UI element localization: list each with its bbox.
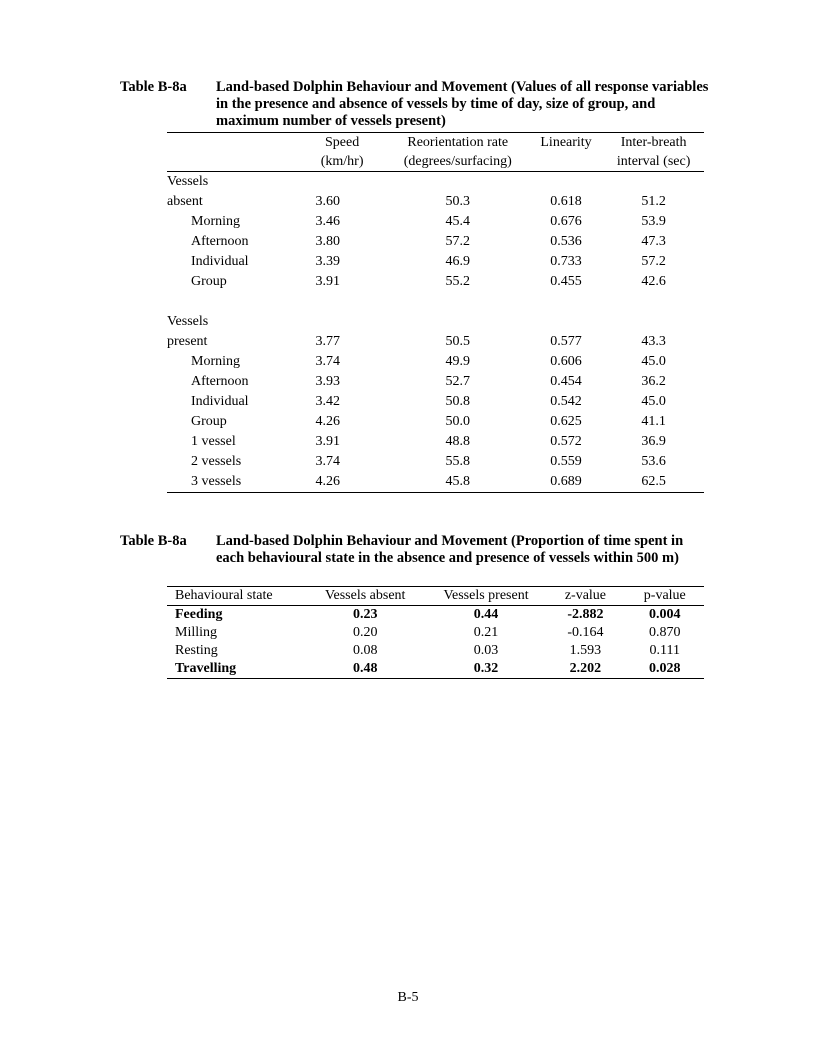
- table-row: [167, 272, 704, 292]
- table1-header-ibi-unit: interval (sec): [616, 154, 691, 169]
- row-label: 2 vessels: [191, 454, 242, 469]
- table-row: [167, 642, 704, 660]
- reorientation-value: 52.7: [445, 374, 470, 389]
- speed-value: 3.77: [315, 334, 341, 349]
- ibi-value: 45.0: [641, 394, 666, 409]
- speed-value: 3.39: [315, 254, 341, 269]
- table1-header-reorientation: Reorientation rate: [407, 135, 509, 150]
- table2-header-p: p-value: [643, 588, 686, 603]
- behavioural-state: Travelling: [175, 661, 237, 676]
- row-label: Group: [191, 414, 227, 429]
- ibi-value: 42.6: [641, 274, 666, 289]
- linearity-value: 0.625: [550, 414, 582, 429]
- table1-header-ibi: Inter-breath: [620, 135, 687, 150]
- speed-value: 3.91: [315, 274, 341, 289]
- linearity-value: 0.536: [550, 234, 582, 249]
- reorientation-value: 50.5: [445, 334, 470, 349]
- table1-header-linearity: Linearity: [540, 135, 592, 150]
- linearity-value: 0.454: [550, 374, 582, 389]
- table-row: [167, 192, 704, 212]
- behavioural-state: Feeding: [175, 607, 223, 622]
- table-row: [167, 412, 704, 432]
- table1-body: [167, 172, 704, 493]
- vessels-absent-value: 0.23: [352, 607, 378, 622]
- table-row: [167, 232, 704, 252]
- table-row: [167, 606, 704, 625]
- reorientation-value: 55.2: [445, 274, 470, 289]
- row-label: Afternoon: [191, 234, 249, 249]
- table1-header-linearity-unit: [529, 152, 604, 172]
- table1-title: Land-based Dolphin Behaviour and Movement (Values of all response variables in the presence and absence of vessels by time of day, size of group, and maximum number of vessels present): [216, 79, 709, 129]
- ibi-value: 45.0: [641, 354, 666, 369]
- ibi-value: 53.6: [641, 454, 666, 469]
- table2-header-z: z-value: [564, 588, 607, 603]
- table-row: [167, 432, 704, 452]
- row-label: Morning: [191, 354, 240, 369]
- table-row: [167, 624, 704, 642]
- table-row: [167, 472, 704, 493]
- p-value: 0.870: [649, 625, 681, 640]
- table1-header-blank: [167, 133, 298, 153]
- table-row: [167, 660, 704, 679]
- table2-label: Table B-8a: [120, 533, 187, 549]
- row-label: 3 vessels: [191, 474, 242, 489]
- table1-spacer-cell: [167, 292, 704, 312]
- row-label: 1 vessel: [191, 434, 236, 449]
- table1-response-variables: [167, 132, 704, 493]
- table1-header-reorientation-unit: (degrees/surfacing): [403, 154, 512, 169]
- reorientation-value: 48.8: [445, 434, 470, 449]
- reorientation-value: 50.0: [445, 414, 470, 429]
- table1-label: Table B-8a: [120, 79, 187, 95]
- z-value: 1.593: [569, 643, 602, 658]
- reorientation-value: 50.3: [445, 194, 470, 209]
- ibi-value: 51.2: [641, 194, 666, 209]
- speed-value: 4.26: [315, 414, 341, 429]
- linearity-value: 0.689: [550, 474, 582, 489]
- p-value: 0.004: [649, 607, 681, 622]
- vessels-absent-value: 0.08: [352, 643, 378, 658]
- table2-header-state: Behavioural state: [175, 588, 273, 603]
- row-label: Individual: [191, 254, 249, 269]
- table-row: [167, 392, 704, 412]
- speed-value: 4.26: [315, 474, 341, 489]
- table2-body: [167, 606, 704, 679]
- table1-group-heading: Vessels: [167, 314, 209, 329]
- row-label: Individual: [191, 394, 249, 409]
- row-label: Group: [191, 274, 227, 289]
- vessels-present-value: 0.32: [473, 661, 499, 676]
- z-value: -2.882: [567, 607, 604, 622]
- z-value: -0.164: [567, 625, 604, 640]
- table1-header-speed-unit: (km/hr): [320, 154, 364, 169]
- vessels-present-value: 0.03: [473, 643, 499, 658]
- ibi-value: 41.1: [641, 414, 666, 429]
- reorientation-value: 46.9: [445, 254, 470, 269]
- ibi-value: 62.5: [641, 474, 666, 489]
- ibi-value: 53.9: [641, 214, 666, 229]
- z-value: 2.202: [569, 661, 602, 676]
- table1-header-blank-2: [167, 152, 298, 172]
- vessels-present-value: 0.44: [473, 607, 499, 622]
- speed-value: 3.91: [315, 434, 341, 449]
- linearity-value: 0.572: [550, 434, 582, 449]
- table2-caption: [120, 533, 710, 567]
- linearity-value: 0.559: [550, 454, 582, 469]
- table1-caption: [120, 79, 710, 130]
- ibi-value: 57.2: [641, 254, 666, 269]
- speed-value: 3.93: [315, 374, 341, 389]
- linearity-value: 0.455: [550, 274, 582, 289]
- linearity-value: 0.606: [550, 354, 582, 369]
- linearity-value: 0.577: [550, 334, 582, 349]
- table2-header-present: Vessels present: [443, 588, 529, 603]
- linearity-value: 0.618: [550, 194, 582, 209]
- reorientation-value: 45.8: [445, 474, 470, 489]
- ibi-value: 43.3: [641, 334, 666, 349]
- table-row: [167, 352, 704, 372]
- row-label: absent: [167, 194, 203, 209]
- table1-group-heading-row: [167, 172, 704, 193]
- table-row: [167, 212, 704, 232]
- row-label: Morning: [191, 214, 240, 229]
- speed-value: 3.60: [315, 194, 341, 209]
- ibi-value: 36.2: [641, 374, 666, 389]
- p-value: 0.028: [649, 661, 681, 676]
- speed-value: 3.80: [315, 234, 341, 249]
- table2-behavioural-state: [167, 586, 704, 679]
- ibi-value: 47.3: [641, 234, 666, 249]
- table-row: [167, 452, 704, 472]
- reorientation-value: 50.8: [445, 394, 470, 409]
- row-label: present: [167, 334, 208, 349]
- vessels-absent-value: 0.20: [352, 625, 378, 640]
- speed-value: 3.42: [315, 394, 341, 409]
- speed-value: 3.74: [315, 354, 341, 369]
- ibi-value: 36.9: [641, 434, 666, 449]
- linearity-value: 0.733: [550, 254, 582, 269]
- table1-spacer-row: [167, 292, 704, 312]
- vessels-absent-value: 0.48: [352, 661, 378, 676]
- table-row: [167, 372, 704, 392]
- table-row: [167, 332, 704, 352]
- p-value: 0.111: [649, 643, 681, 658]
- table2-header-absent: Vessels absent: [324, 588, 406, 603]
- page-number: B-5: [397, 990, 419, 1005]
- reorientation-value: 45.4: [445, 214, 470, 229]
- reorientation-value: 55.8: [445, 454, 470, 469]
- table1-header-speed: Speed: [325, 135, 360, 150]
- reorientation-value: 57.2: [445, 234, 470, 249]
- behavioural-state: Resting: [175, 643, 218, 658]
- vessels-present-value: 0.21: [473, 625, 499, 640]
- behavioural-state: Milling: [175, 625, 218, 640]
- table1-group-heading-row: [167, 312, 704, 332]
- speed-value: 3.74: [315, 454, 341, 469]
- table2-title: Land-based Dolphin Behaviour and Movement (Proportion of time spent in each behavioural state in the absence and presence of vessels within 500 m): [216, 533, 684, 566]
- table-row: [167, 252, 704, 272]
- reorientation-value: 49.9: [445, 354, 470, 369]
- speed-value: 3.46: [315, 214, 341, 229]
- linearity-value: 0.676: [550, 214, 582, 229]
- linearity-value: 0.542: [550, 394, 582, 409]
- table1-group-heading: Vessels: [167, 174, 209, 189]
- row-label: Afternoon: [191, 374, 249, 389]
